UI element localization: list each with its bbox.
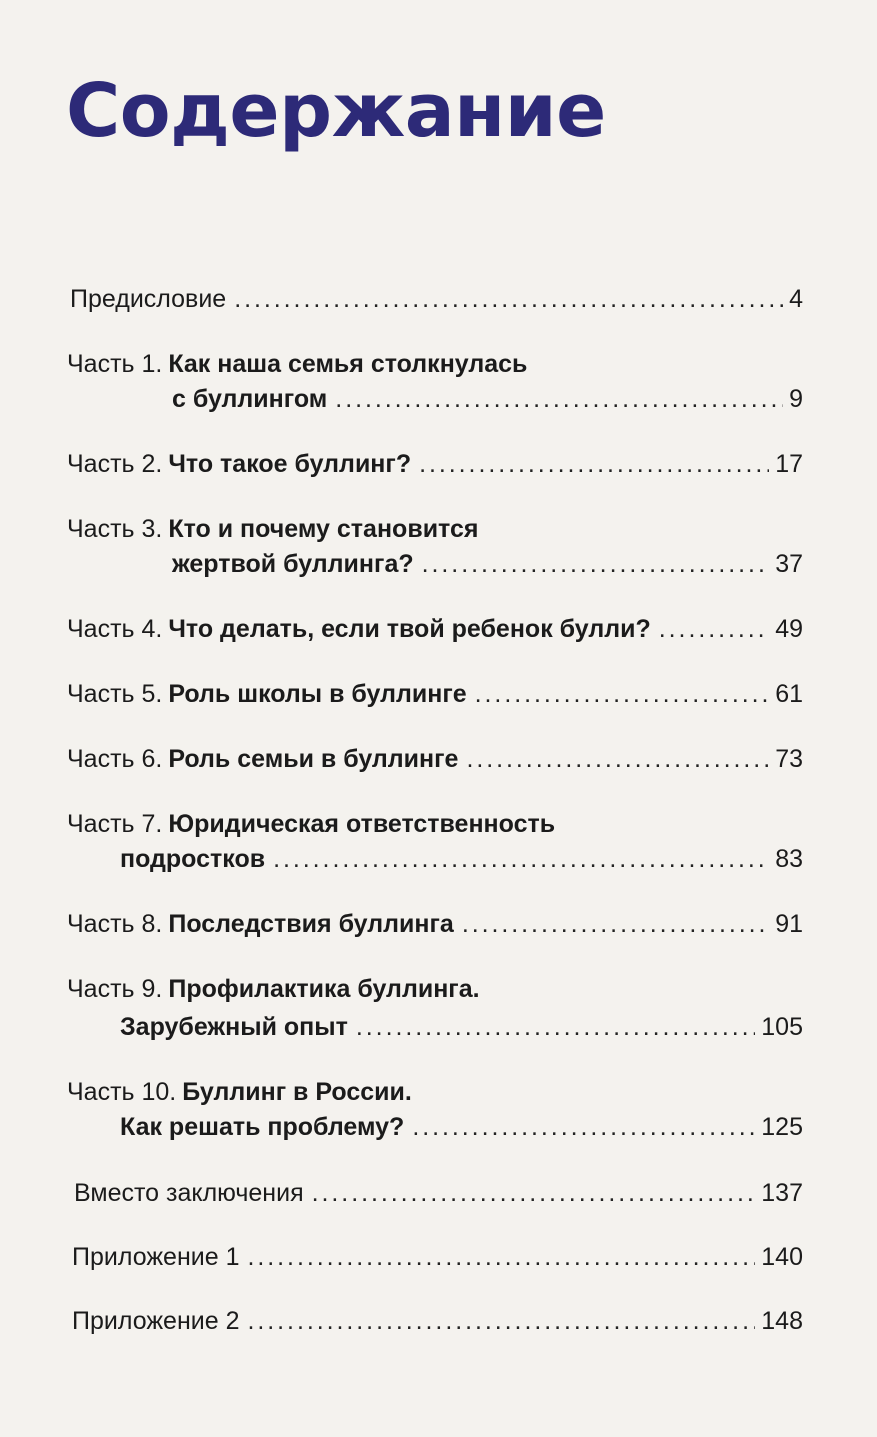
toc-part-number: Часть 9. — [67, 975, 163, 1003]
toc-entry-part-10-line-2[interactable] — [120, 1112, 803, 1142]
toc-leader-dots — [234, 284, 783, 314]
toc-page-number: 83 — [775, 845, 803, 873]
toc-leader-dots — [412, 1112, 755, 1142]
toc-part-title: Роль семьи в буллинге — [168, 745, 459, 773]
toc-entry-part-5[interactable] — [67, 679, 803, 709]
toc-page-number: 148 — [761, 1307, 803, 1335]
toc-page-number: 37 — [775, 550, 803, 578]
toc-leader-dots — [462, 909, 769, 939]
toc-part-title-continued: с буллингом — [172, 385, 328, 413]
toc-entry-appendix-2[interactable] — [72, 1306, 803, 1336]
toc-part-title: Профилактика буллинга. — [168, 975, 480, 1003]
toc-leader-dots — [335, 384, 783, 414]
toc-leader-dots — [247, 1242, 755, 1272]
toc-part-number: Часть 8. — [67, 910, 163, 938]
toc-part-title-continued: Как решать проблему? — [120, 1113, 405, 1141]
toc-entry-part-2[interactable] — [67, 449, 803, 479]
toc-page-number: 137 — [761, 1179, 803, 1207]
toc-entry-label: Вместо заключения — [74, 1179, 304, 1207]
toc-part-number: Часть 4. — [67, 615, 163, 643]
toc-leader-dots — [312, 1178, 756, 1208]
toc-part-title: Как наша семья столкнулась — [168, 350, 528, 378]
toc-page-number: 49 — [775, 615, 803, 643]
toc-leader-dots — [273, 844, 769, 874]
toc-entry-part-1-line-1[interactable] — [67, 349, 527, 379]
toc-page-number: 73 — [775, 745, 803, 773]
toc-leader-dots — [422, 549, 770, 579]
toc-entry-part-8[interactable] — [67, 909, 803, 939]
toc-entry-part-3-line-2[interactable] — [172, 549, 803, 579]
toc-page-number: 4 — [789, 285, 803, 313]
toc-part-title: Что делать, если твой ребенок булли? — [168, 615, 651, 643]
toc-part-title-continued: подростков — [120, 845, 266, 873]
toc-leader-dots — [659, 614, 769, 644]
toc-entry-part-9-line-2[interactable] — [120, 1012, 803, 1042]
toc-entry-part-10-line-1[interactable] — [67, 1077, 412, 1107]
toc-entry-part-4[interactable] — [67, 614, 803, 644]
toc-part-number: Часть 5. — [67, 680, 163, 708]
toc-page-number: 105 — [761, 1013, 803, 1041]
toc-part-title-continued: Зарубежный опыт — [120, 1013, 348, 1041]
toc-entry-part-6[interactable] — [67, 744, 803, 774]
toc-part-number: Часть 2. — [67, 450, 163, 478]
toc-page-number: 9 — [789, 385, 803, 413]
toc-page-number: 61 — [775, 680, 803, 708]
toc-leader-dots — [475, 679, 770, 709]
toc-entry-part-3-line-1[interactable] — [67, 514, 478, 544]
toc-page-number: 17 — [775, 450, 803, 478]
toc-part-title: Последствия буллинга — [168, 910, 454, 938]
toc-entry-part-1-line-2[interactable] — [172, 384, 803, 414]
toc-part-number: Часть 3. — [67, 515, 163, 543]
toc-part-title: Буллинг в России. — [182, 1078, 412, 1106]
toc-leader-dots — [419, 449, 769, 479]
toc-part-number: Часть 6. — [67, 745, 163, 773]
toc-page-number: 125 — [761, 1113, 803, 1141]
toc-leader-dots — [247, 1306, 755, 1336]
toc-page-number: 140 — [761, 1243, 803, 1271]
toc-entry-label: Приложение 2 — [72, 1307, 240, 1335]
toc-entry-label: Приложение 1 — [72, 1243, 240, 1271]
toc-page-number: 91 — [775, 910, 803, 938]
toc-leader-dots — [356, 1012, 755, 1042]
toc-entry-part-9-line-1[interactable] — [67, 974, 480, 1004]
toc-leader-dots — [466, 744, 769, 774]
toc-part-title: Юридическая ответственность — [168, 810, 556, 838]
toc-entry-part-7-line-1[interactable] — [67, 809, 555, 839]
toc-entry-label: Предисловие — [70, 285, 227, 313]
page-title: Содержание — [66, 68, 606, 154]
toc-part-number: Часть 10. — [67, 1078, 177, 1106]
toc-part-number: Часть 7. — [67, 810, 163, 838]
toc-entry-conclusion[interactable] — [74, 1178, 803, 1208]
toc-entry-preface[interactable] — [70, 284, 803, 314]
toc-part-title: Что такое буллинг? — [168, 450, 412, 478]
toc-entry-appendix-1[interactable] — [72, 1242, 803, 1272]
toc-entry-part-7-line-2[interactable] — [120, 844, 803, 874]
toc-part-title: Роль школы в буллинге — [168, 680, 467, 708]
toc-part-title-continued: жертвой буллинга? — [172, 550, 414, 578]
toc-part-title: Кто и почему становится — [168, 515, 479, 543]
toc-part-number: Часть 1. — [67, 350, 163, 378]
